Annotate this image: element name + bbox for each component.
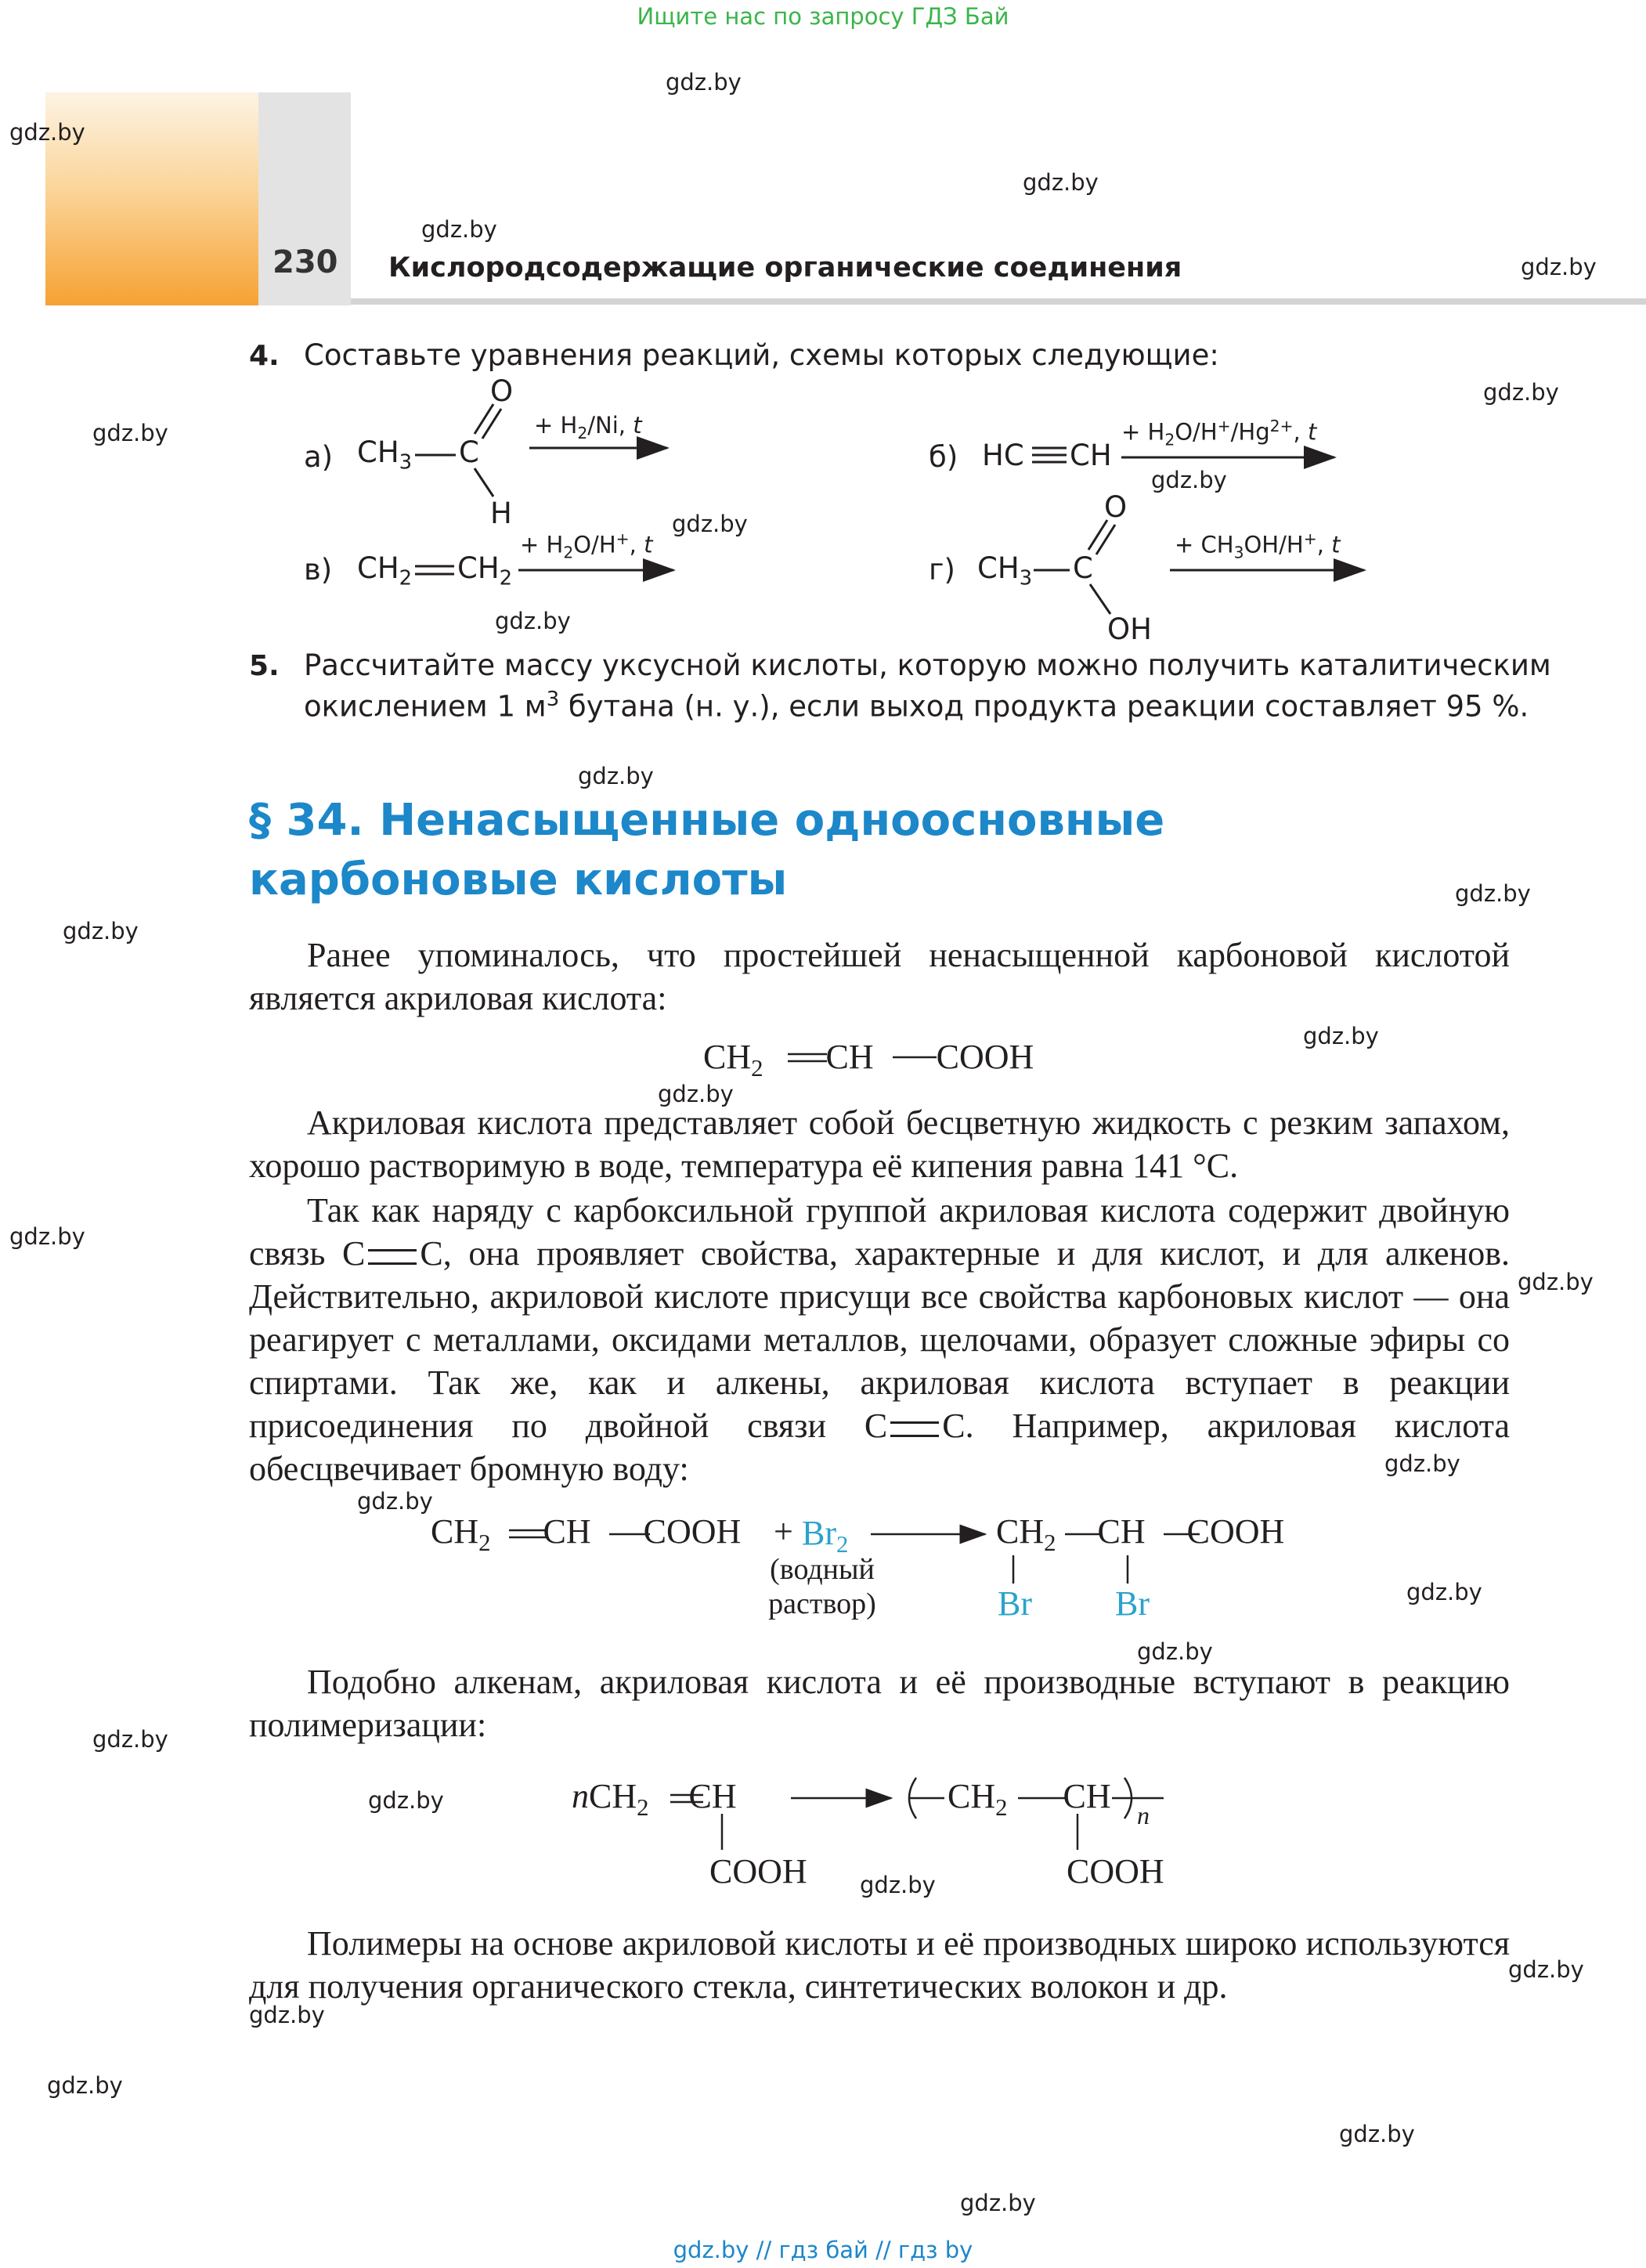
- scheme-a-carbon: C: [459, 435, 479, 469]
- watermark: gdz.by: [658, 1081, 734, 1107]
- watermark: gdz.by: [578, 763, 654, 789]
- watermark: gdz.by: [9, 119, 85, 146]
- scheme-g-carbon: C: [1073, 551, 1093, 585]
- task-4-number: 4.: [249, 340, 280, 372]
- scheme-v-left: $CH_2$: [357, 551, 413, 590]
- scheme-g-hydroxyl: OH: [1107, 612, 1152, 646]
- scheme-b-label: б): [929, 440, 958, 474]
- page-number: 230: [273, 244, 338, 280]
- double-bond-symbol: [890, 1421, 939, 1437]
- paragraph-4: Подобно алкенам, акриловая кислота и её производные вступают в реакцию полимеризации:: [249, 1663, 1510, 1744]
- scheme-g-oxygen: O: [1104, 490, 1128, 524]
- watermark: gdz.by: [421, 216, 497, 243]
- monomer-carboxyl: COOH: [709, 1852, 807, 1891]
- watermark: gdz.by: [92, 420, 168, 446]
- polymer-index: n: [1137, 1801, 1150, 1829]
- watermark: gdz.by: [1023, 169, 1099, 196]
- running-head: Кислородсодержащие органические соединения: [388, 252, 1182, 284]
- acrylic-formula: $CH_2$ CH COOH: [703, 1038, 1034, 1082]
- task-5-number: 5.: [249, 650, 280, 682]
- bromination-plus: +: [774, 1512, 793, 1551]
- watermark: gdz.by: [63, 918, 139, 944]
- watermark: gdz.by: [9, 1223, 85, 1250]
- watermark: gdz.by: [1303, 1023, 1379, 1049]
- task-4-bonds: [0, 0, 1646, 705]
- double-bond-symbol: [368, 1249, 417, 1265]
- watermark: gdz.by: [1406, 1579, 1482, 1605]
- watermark: gdz.by: [1151, 467, 1227, 493]
- watermark: gdz.by: [1483, 379, 1559, 406]
- scheme-b-left: HC: [982, 439, 1024, 472]
- scheme-g-reagent: + $CH_3OH/H^+$, t: [1175, 529, 1341, 562]
- scheme-v-reagent: + $H_2O/H^+$, t: [520, 529, 653, 562]
- polymer-carboxyl: COOH: [1067, 1852, 1164, 1891]
- scheme-b-reagent: + $H_2O/H^+/Hg^{2+}$, t: [1121, 417, 1317, 450]
- scheme-g-label: г): [929, 553, 955, 587]
- scheme-a-hydrogen: H: [490, 497, 512, 530]
- acrylic-formula-bonds: [783, 1049, 987, 1073]
- paragraph-2: Акриловая кислота представляет собой бесцветную жидкость с резким запахом, хорошо растворимую в воде, температура её кипения равна 141 °C.: [249, 1103, 1510, 1185]
- scheme-a-reagent: + $H_2/Ni$, t: [534, 412, 642, 442]
- watermark: gdz.by: [1508, 1956, 1584, 1983]
- polymerization-bonds: [548, 1762, 1175, 1864]
- task-5-line-1: Рассчитайте массу уксусной кислоты, которую можно получить каталитическим: [304, 648, 1551, 682]
- watermark: gdz.by: [1455, 880, 1531, 907]
- paragraph-5: Полимеры на основе акриловой кислоты и её производных широко используются для получения органического стекла, синтетических волокон и др.: [249, 1924, 1510, 2006]
- bromination-reactant: $CH_2$ CH COOH: [431, 1512, 742, 1556]
- paragraph-3: Так как наряду с карбоксильной группой акриловая кислота содержит двойную связь C C, она проявляет свойства, характерные и для кислот, и для алкенов. Действительно, акриловой кислоте присущи все свойства карбоновых кислот — она реагирует с металлами, оксидами металлов, щелочами, образует сложные эфиры со спиртами. Так же, как и алкены, акриловая кислота вступает в реакции присоединения по двойной связи C C. Например, акриловая кислота обесцвечивает бромную воду:: [249, 1191, 1510, 1488]
- watermark: gdz.by: [1137, 1638, 1213, 1665]
- bromine-water-note: (водный раствор): [768, 1553, 876, 1620]
- polymerization-monomer: nCH$_2$ CH: [572, 1777, 737, 1821]
- scheme-v-label: в): [304, 553, 333, 587]
- watermark: gdz.by: [495, 608, 571, 634]
- bromination-product: $CH_2$ CH COOH: [996, 1512, 1285, 1556]
- watermark: gdz.by: [47, 2072, 123, 2099]
- top-search-link[interactable]: Ищите нас по запросу ГДЗ Бай: [637, 3, 1009, 30]
- watermark: gdz.by: [1384, 1450, 1460, 1477]
- bromination-bonds: [423, 1511, 1410, 1605]
- bromine-reagent: $Br_2$: [802, 1514, 849, 1558]
- task-4-text: Составьте уравнения реакций, схемы которых следующие:: [304, 338, 1219, 372]
- watermark: gdz.by: [1521, 254, 1597, 280]
- scheme-g-ch3: $CH_3$: [977, 551, 1033, 590]
- footer-links[interactable]: gdz.by // гдз бай // гдз by: [673, 2237, 973, 2263]
- watermark: gdz.by: [960, 2190, 1036, 2216]
- watermark: gdz.by: [357, 1488, 433, 1515]
- bromine-atom-2: Br: [1115, 1584, 1150, 1623]
- scheme-v-right: $CH_2$: [457, 551, 513, 590]
- watermark: gdz.by: [860, 1872, 936, 1898]
- polymerization-unit: $CH_2$ CH: [948, 1777, 1111, 1821]
- scheme-a-oxygen: O: [490, 374, 514, 408]
- watermark: gdz.by: [1339, 2121, 1415, 2147]
- watermark: gdz.by: [92, 1726, 168, 1753]
- watermark: gdz.by: [249, 2002, 325, 2028]
- watermark: gdz.by: [666, 69, 742, 96]
- watermark: gdz.by: [672, 511, 748, 537]
- paragraph-1: Ранее упоминалось, что простейшей ненасыщенной карбоновой кислотой является акриловая кислота:: [249, 936, 1510, 1017]
- watermark: gdz.by: [1518, 1269, 1594, 1295]
- scheme-b-right: CH: [1070, 439, 1112, 472]
- scheme-a-label: а): [304, 440, 334, 474]
- task-5-line-2: окислением 1 $м^3$ бутана (н. у.), если выход продукта реакции составляет 95 %.: [304, 688, 1529, 724]
- section-title: § 34. Ненасыщенные одноосновные карбоновые кислоты: [249, 795, 1165, 905]
- watermark: gdz.by: [368, 1787, 444, 1814]
- scheme-a-ch3: $CH_3$: [357, 435, 413, 475]
- bromine-atom-1: Br: [998, 1584, 1032, 1623]
